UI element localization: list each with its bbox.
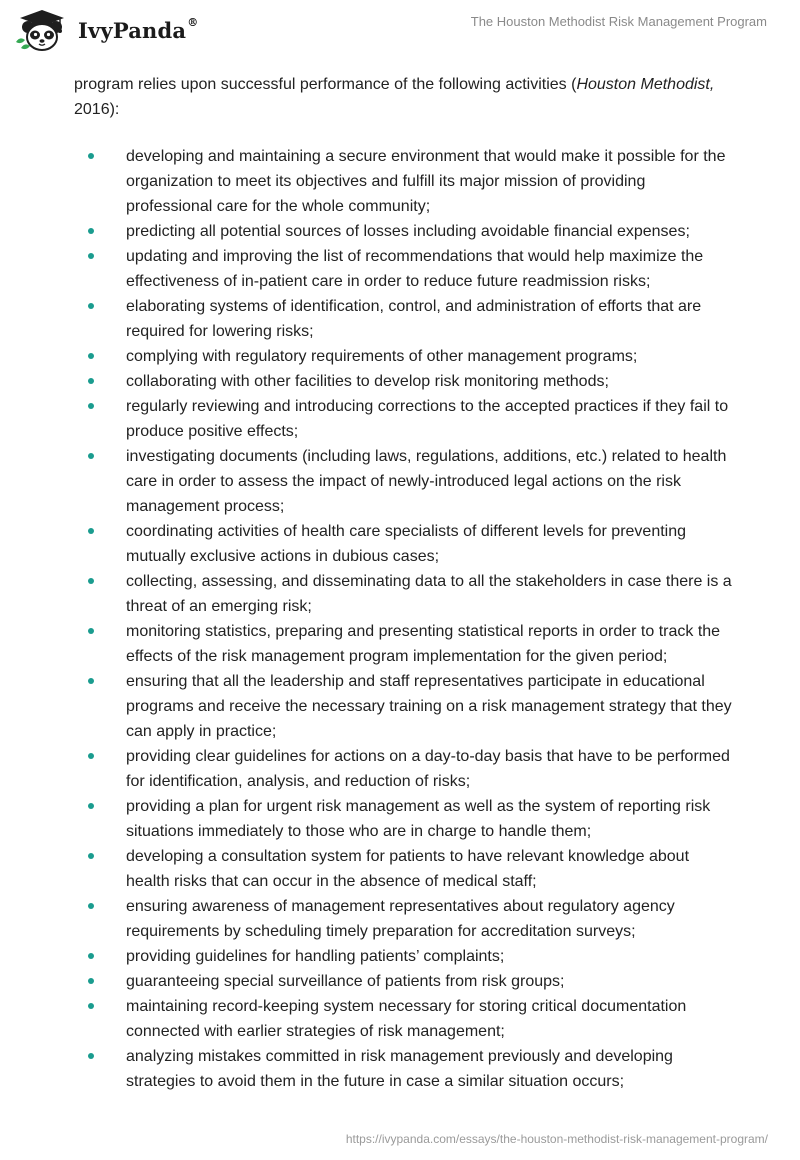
- list-item: developing and maintaining a secure environment that would make it possible for the organization to meet its objectives and fulfill its major mission of providing professional care for the whole community;: [74, 144, 734, 219]
- bullet-icon: [88, 1003, 94, 1009]
- page-header: [0, 0, 800, 60]
- bullet-icon: [88, 753, 94, 759]
- bullet-icon: [88, 253, 94, 259]
- intro-paragraph: program relies upon successful performance of the following activities (Houston Methodist, 2016):: [74, 76, 715, 118]
- source-url[interactable]: https://ivypanda.com/essays/the-houston-methodist-risk-management-program/: [345, 1132, 768, 1146]
- list-item: ensuring awareness of management representatives about regulatory agency requirements by scheduling timely preparation for accreditation surveys;: [74, 894, 734, 944]
- list-item: monitoring statistics, preparing and presenting statistical reports in order to track the effects of the risk management program implementation for the given period;: [74, 619, 734, 669]
- bullet-icon: [88, 1053, 94, 1059]
- list-item: analyzing mistakes committed in risk management previously and developing strategies to avoid them in the future in case a similar situation occurs;: [74, 1044, 734, 1094]
- panda-graduate-icon: [12, 8, 72, 52]
- list-item: ensuring that all the leadership and staff representatives participate in educational programs and receive the necessary training on a risk management strategy that they can apply in practice;: [74, 669, 734, 744]
- list-item: elaborating systems of identification, control, and administration of efforts that are required for lowering risks;: [74, 294, 734, 344]
- activities-list: [74, 144, 734, 1094]
- list-item: providing clear guidelines for actions on a day-to-day basis that have to be performed for identification, analysis, and reduction of risks;: [74, 744, 734, 794]
- list-item: developing a consultation system for patients to have relevant knowledge about health risks that can occur in the absence of medical staff;: [74, 844, 734, 894]
- bullet-icon: [88, 453, 94, 459]
- bullet-icon: [88, 403, 94, 409]
- bullet-icon: [88, 228, 94, 234]
- list-item: collecting, assessing, and disseminating data to all the stakeholders in case there is a threat of an emerging risk;: [74, 569, 734, 619]
- ivypanda-logo[interactable]: [12, 8, 198, 52]
- list-item: regularly reviewing and introducing corrections to the accepted practices if they fail to produce positive effects;: [74, 394, 734, 444]
- list-item: updating and improving the list of recommendations that would help maximize the effectiveness of in-patient care in order to reduce future readmission risks;: [74, 244, 734, 294]
- bullet-icon: [88, 578, 94, 584]
- list-item: investigating documents (including laws, regulations, additions, etc.) related to health care in order to assess the impact of newly-introduced legal actions on the risk management process;: [74, 444, 734, 519]
- bullet-icon: [88, 628, 94, 634]
- list-item: predicting all potential sources of losses including avoidable financial expenses;: [74, 219, 734, 244]
- bullet-icon: [88, 853, 94, 859]
- bullet-icon: [88, 953, 94, 959]
- bullet-icon: [88, 353, 94, 359]
- list-item: maintaining record-keeping system necessary for storing critical documentation connected with earlier strategies of risk management;: [74, 994, 734, 1044]
- essay-body: [74, 72, 734, 1094]
- brand-name: IvyPanda®: [78, 15, 199, 43]
- bullet-icon: [88, 678, 94, 684]
- bullet-icon: [88, 528, 94, 534]
- citation-source: Houston Methodist,: [576, 76, 715, 93]
- document-title: The Houston Methodist Risk Management Program: [470, 14, 767, 29]
- bullet-icon: [88, 378, 94, 384]
- list-item: complying with regulatory requirements of other management programs;: [74, 344, 734, 369]
- registered-mark: ®: [187, 15, 199, 29]
- bullet-icon: [88, 303, 94, 309]
- list-item: providing guidelines for handling patients’ complaints;: [74, 944, 734, 969]
- bullet-icon: [88, 803, 94, 809]
- list-item: coordinating activities of health care specialists of different levels for preventing mutually exclusive actions in dubious cases;: [74, 519, 734, 569]
- list-item: providing a plan for urgent risk management as well as the system of reporting risk situations immediately to those who are in charge to handle them;: [74, 794, 734, 844]
- bullet-icon: [88, 978, 94, 984]
- list-item: collaborating with other facilities to develop risk monitoring methods;: [74, 369, 734, 394]
- bullet-icon: [88, 153, 94, 159]
- bullet-icon: [88, 903, 94, 909]
- list-item: guaranteeing special surveillance of patients from risk groups;: [74, 969, 734, 994]
